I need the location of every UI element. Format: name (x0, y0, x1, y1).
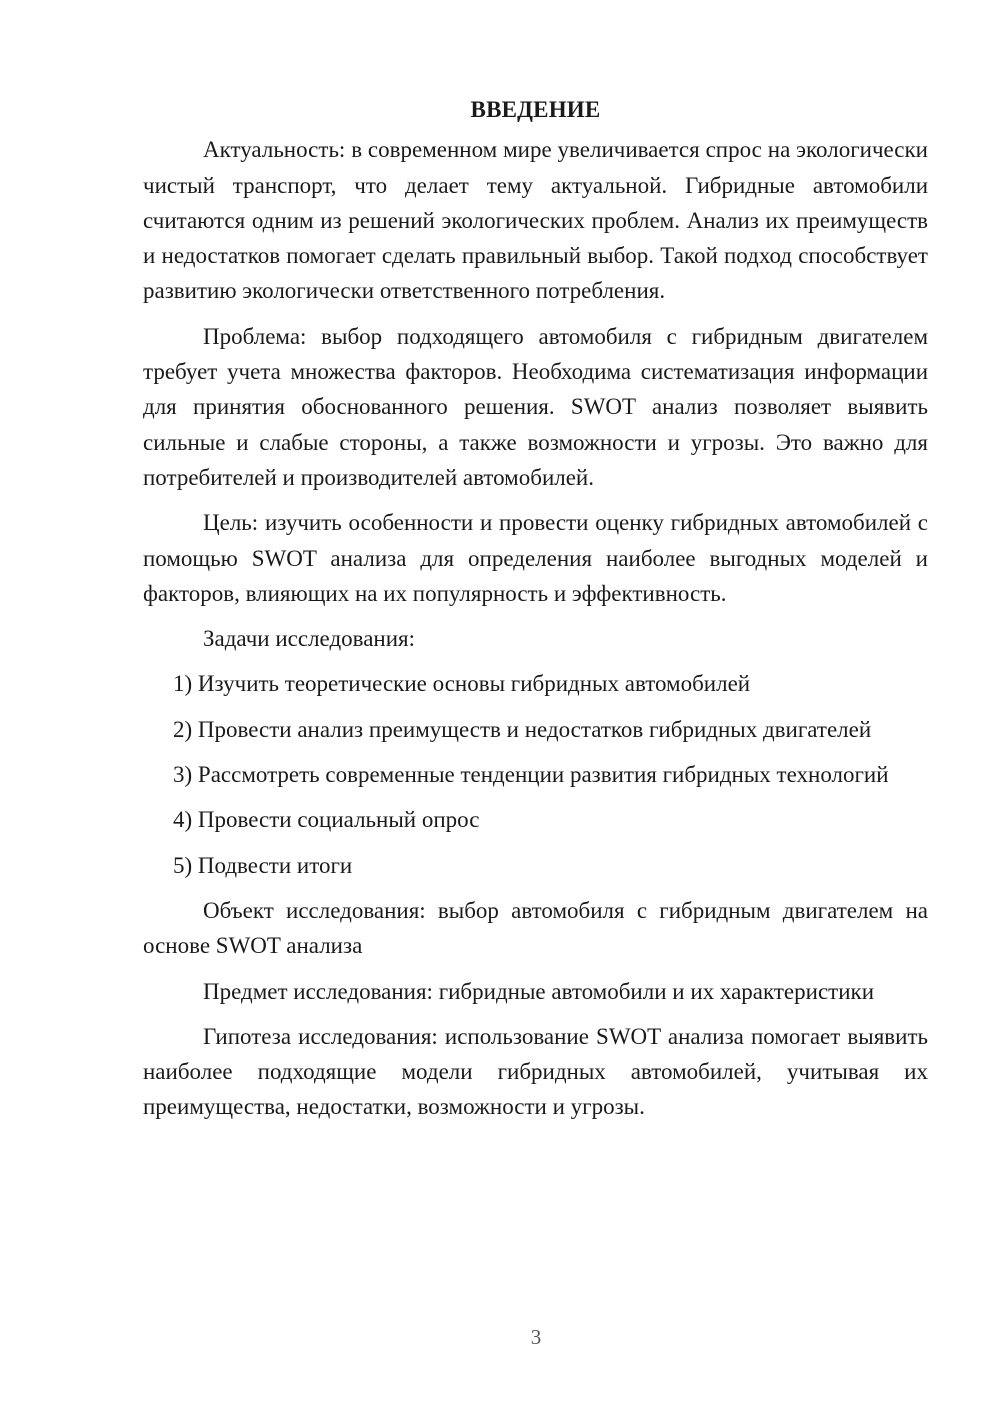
task-item-5: 5) Подвести итоги (173, 852, 353, 878)
task-item-3: 3) Рассмотреть современные тенденции развития гибридных технологий (173, 762, 889, 788)
task-item-1: 1) Изучить теоретические основы гибридных автомобилей (173, 671, 751, 697)
problem-paragraph: Проблема: выбор подходящего автомобиля с гибридным двигателем требует учета множества факторов. Необходима систематизация информации для принятия обоснованного решения. SWOT анализ позволяет выявить сильные и слабые стороны, а также возможности и угрозы. Это важно для потребителей и производителей автомобилей. (143, 323, 928, 490)
task-item-4: 4) Провести социальный опрос (173, 807, 480, 833)
tasks-intro: Задачи исследования: (203, 626, 416, 652)
relevance-paragraph: Актуальность: в современном мире увеличивается спрос на экологически чистый транспорт, что делает тему актуальной. Гибридные автомобили считаются одним из решений экологических проблем. Анализ их преимуществ и недостатков помогает сделать правильный выбор. Такой подход способствует развитию экологически ответственного потребления. (143, 137, 928, 304)
page-content (143, 92, 928, 1135)
research-hypothesis-paragraph: Гипотеза исследования: использование SWOT анализа помогает выявить наиболее подходящие модели гибридных автомобилей, учитывая их преимущества, недостатки, возможности и угрозы. (143, 1023, 928, 1120)
section-heading: ВВЕДЕНИЕ (470, 97, 601, 122)
task-item-2: 2) Провести анализ преимуществ и недостатков гибридных двигателей (173, 716, 872, 742)
research-subject-paragraph: Предмет исследования: гибридные автомобили и их характеристики (203, 978, 874, 1004)
page-number: 3 (530, 1325, 542, 1349)
research-object-paragraph: Объект исследования: выбор автомобиля с гибридным двигателем на основе SWOT анализа (143, 897, 928, 959)
goal-paragraph: Цель: изучить особенности и провести оценку гибридных автомобилей с помощью SWOT анализа для определения наиболее выгодных моделей и факторов, влияющих на их популярность и эффективность. (143, 510, 928, 606)
